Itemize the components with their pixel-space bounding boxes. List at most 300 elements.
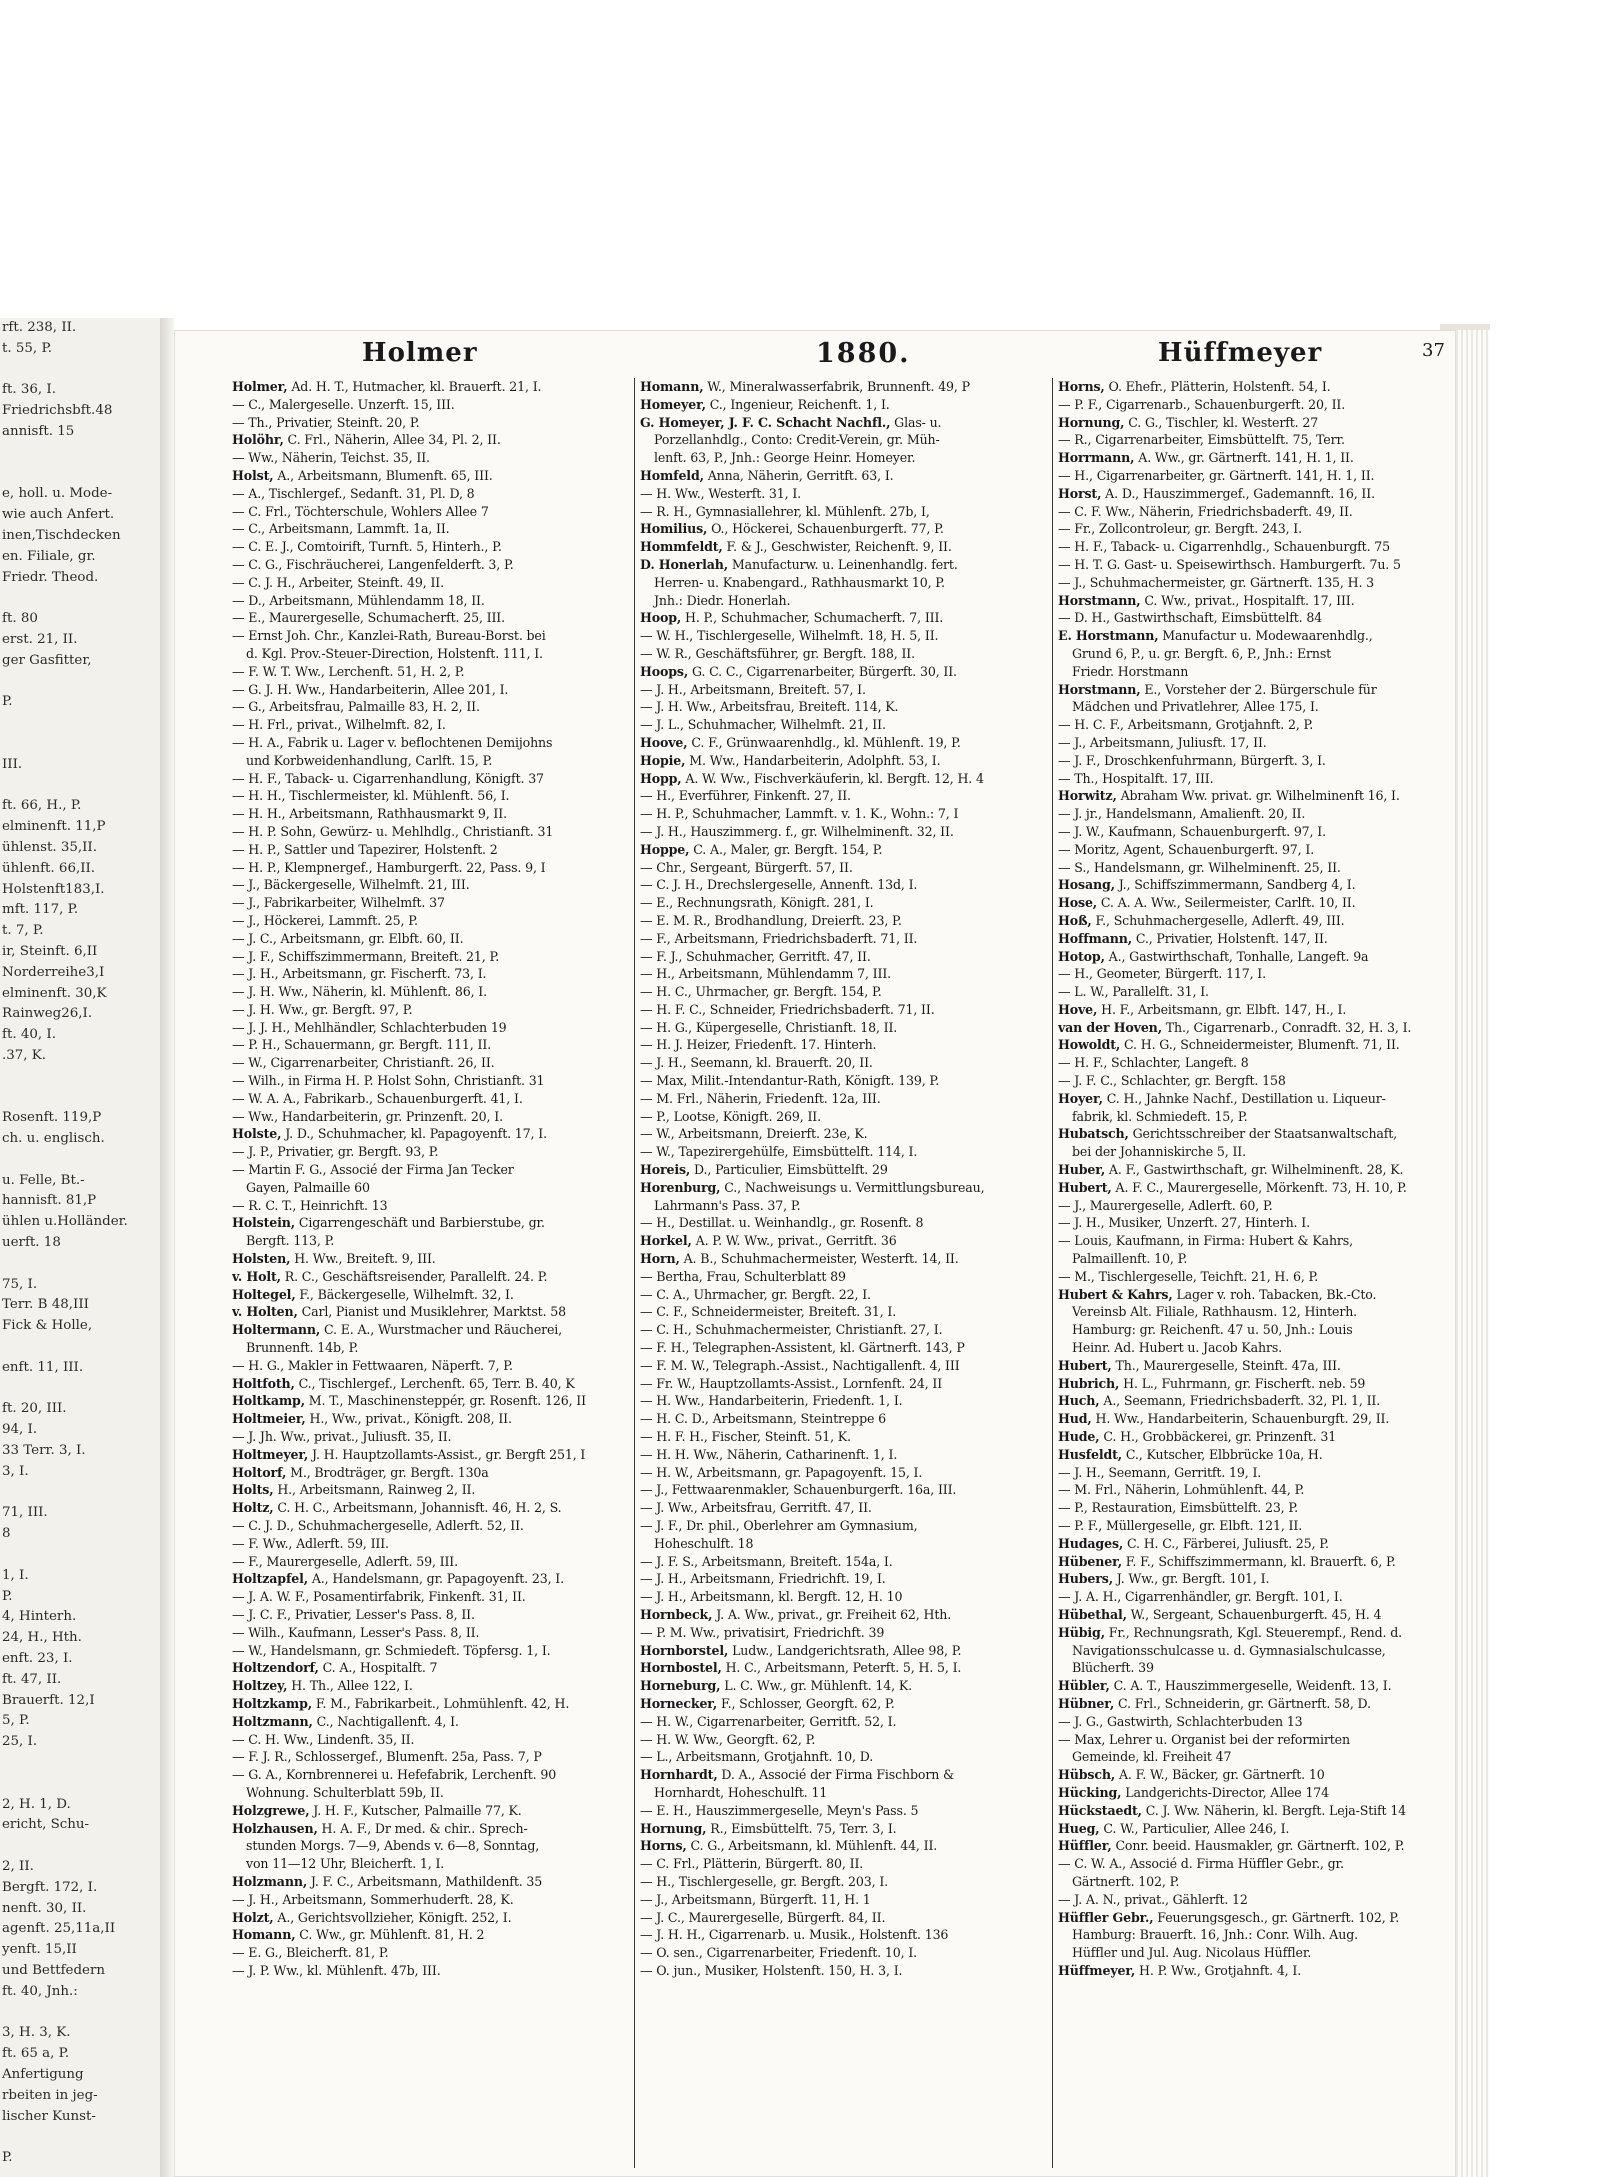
- left-page-line: 2, II.: [2, 1858, 34, 1874]
- directory-entry: [640, 948, 1046, 966]
- left-page-line: 2, H. 1, D.: [2, 1796, 71, 1812]
- entry-details: A., Arbeitsmann, Blumenft. 65, III.: [273, 467, 493, 483]
- left-page-line: ft. 40, Jnh.:: [2, 1983, 78, 1999]
- entry-details: — J. H., Arbeitsmann, Friedrichft. 19, I.: [640, 1571, 886, 1587]
- directory-entry: [232, 841, 628, 859]
- directory-entry: [1058, 1339, 1456, 1357]
- entry-details: H., Ww., privat., Königft. 208, II.: [305, 1411, 512, 1427]
- entry-details: C. E. A., Wurstmacher und Räucherei,: [320, 1322, 563, 1338]
- directory-entry: [640, 1357, 1046, 1375]
- entry-details: R., Eimsbüttelft. 75, Terr. 3, I.: [706, 1820, 897, 1836]
- entry-surname: Hubert,: [1058, 1357, 1112, 1373]
- entry-details: — F. H., Telegraphen-Assistent, kl. Gärtnerft. 143, P: [640, 1340, 965, 1356]
- entry-details: L. C. Ww., gr. Mühlenft. 14, K.: [720, 1678, 912, 1694]
- left-page-line: t. 7, P.: [2, 923, 44, 939]
- entry-details: C. Ww., privat., Hospitalft. 17, III.: [1140, 592, 1355, 608]
- entry-details: A. F. C., Maurergeselle, Mörkenft. 73, H. 10, P.: [1111, 1179, 1407, 1195]
- directory-entry: [640, 1802, 1046, 1820]
- entry-details: Vereinsb Alt. Filiale, Rathhausm. 12, Hinterh.: [1072, 1304, 1358, 1320]
- entry-surname: Holst,: [232, 467, 274, 483]
- entry-details: O., Höckerei, Schauenburgerft. 77, P.: [707, 521, 944, 537]
- entry-details: C. A., Maler, gr. Bergft. 154, P.: [689, 841, 883, 857]
- entry-details: — J. F., Schiffszimmermann, Breiteft. 21, P.: [232, 948, 500, 964]
- directory-entry: [640, 1642, 1046, 1660]
- entry-details: — E. H., Hauszimmergeselle, Meyn's Pass. 5: [640, 1802, 919, 1818]
- entry-surname: Horns,: [1058, 379, 1105, 394]
- directory-entry: [640, 1108, 1046, 1126]
- left-page-line: 71, III.: [2, 1505, 48, 1521]
- entry-details: A. F. W., Bäcker, gr. Gärtnerft. 10: [1115, 1767, 1325, 1783]
- entry-details: — H. P., Sattler und Tapezirer, Holstenft. 2: [232, 841, 498, 857]
- entry-surname: Hübner,: [1058, 1695, 1115, 1711]
- directory-entry: [640, 1855, 1046, 1873]
- directory-entry: [1058, 1036, 1456, 1054]
- directory-entry: [1058, 520, 1456, 538]
- directory-entry: [1058, 1802, 1456, 1820]
- entry-surname: Hüffler Gebr.,: [1058, 1909, 1154, 1925]
- entry-details: C. H. C., Arbeitsmann, Johannisft. 46, H. 2, S.: [273, 1500, 562, 1516]
- directory-entry: [232, 1125, 628, 1143]
- entry-surname: Holste,: [232, 1126, 282, 1142]
- entry-details: A. P. W. Ww., privat., Gerritft. 36: [691, 1233, 897, 1249]
- left-page-line: Fick & Holle,: [2, 1318, 93, 1334]
- entry-details: d. Kgl. Prov.-Steuer-Direction, Holstenft. 111, I.: [246, 645, 543, 661]
- entry-details: M., Brodträger, gr. Bergft. 130a: [286, 1464, 489, 1480]
- entry-details: Anna, Näherin, Gerritft. 63, I.: [703, 467, 894, 483]
- left-page-line: 3, I.: [2, 1463, 29, 1479]
- directory-entry: [640, 609, 1046, 627]
- directory-entry: [640, 503, 1046, 521]
- entry-details: von 11—12 Uhr, Bleicherft. 1, I.: [246, 1856, 445, 1872]
- directory-entry: [1058, 823, 1456, 841]
- entry-details: A., Handelsmann, gr. Papagoyenft. 23, I.: [307, 1571, 564, 1587]
- entry-surname: Horneburg,: [640, 1678, 721, 1694]
- entry-details: — J. G., Gastwirth, Schlachterbuden 13: [1058, 1713, 1303, 1729]
- directory-entry: [232, 627, 628, 645]
- entry-surname: Hübig,: [1058, 1624, 1105, 1640]
- entry-surname: Hückstaedt,: [1058, 1802, 1142, 1818]
- entry-details: — P. M. Ww., privatisirt, Friedrichft. 39: [640, 1624, 885, 1640]
- directory-entry: [640, 876, 1046, 894]
- directory-entry: [1058, 787, 1456, 805]
- entry-details: — A., Tischlergef., Sedanft. 31, Pl. D, 8: [232, 485, 475, 501]
- entry-surname: Homfeld,: [640, 467, 704, 483]
- entry-details: — J. H., Seemann, Gerritft. 19, I.: [1058, 1464, 1262, 1480]
- entry-details: — R., Cigarrenarbeiter, Eimsbüttelft. 75, Terr.: [1058, 432, 1345, 448]
- directory-entry: [232, 431, 628, 449]
- entry-details: — Fr. W., Hauptzollamts-Assist., Lornfenft. 24, II: [640, 1375, 943, 1391]
- directory-entry: [232, 609, 628, 627]
- directory-entry: [232, 1820, 628, 1838]
- directory-entry: [1058, 645, 1456, 663]
- directory-entry: [640, 1428, 1046, 1446]
- directory-entry: [232, 983, 628, 1001]
- directory-entry: [1058, 1713, 1456, 1731]
- entry-details: — J. Jh. Ww., privat., Juliusft. 35, II.: [232, 1429, 452, 1445]
- directory-entry: [232, 1161, 628, 1179]
- entry-details: — C. J. H., Drechslergeselle, Annenft. 13d, I.: [640, 877, 918, 893]
- entry-details: — M. Frl., Näherin, Lohmühlenft. 44, P.: [1058, 1482, 1305, 1498]
- directory-entry: [232, 1428, 628, 1446]
- entry-surname: Hübsch,: [1058, 1767, 1116, 1783]
- entry-details: E., Vorsteher der 2. Bürgerschule für: [1140, 681, 1377, 697]
- directory-entry: [232, 520, 628, 538]
- directory-entry: [232, 1873, 628, 1891]
- directory-entry: [640, 663, 1046, 681]
- left-page-line: ger Gasfitter,: [2, 652, 92, 668]
- entry-details: C. H., Jahnke Nachf., Destillation u. Liqueur-: [1102, 1090, 1386, 1106]
- entry-details: — J. H. Ww., gr. Bergft. 97, P.: [232, 1001, 413, 1017]
- entry-details: — J. J. H., Mehlhändler, Schlachterbuden 19: [232, 1019, 507, 1035]
- entry-details: — Ernst Joh. Chr., Kanzlei-Rath, Bureau-Borst. bei: [232, 628, 546, 644]
- entry-details: — H. W. Ww., Georgft. 62, P.: [640, 1731, 816, 1747]
- entry-details: — F. W. T. Ww., Lerchenft. 51, H. 2, P.: [232, 663, 465, 679]
- directory-entry: [640, 1321, 1046, 1339]
- left-page-line: 94, I.: [2, 1422, 38, 1438]
- entry-surname: Hubert,: [1058, 1179, 1112, 1195]
- directory-entry: [1058, 1606, 1456, 1624]
- entry-details: Glas- u.: [890, 414, 942, 430]
- directory-entry: [640, 1588, 1046, 1606]
- entry-details: C., Privatier, Holstenft. 147, II.: [1131, 930, 1328, 946]
- directory-entry: [640, 1695, 1046, 1713]
- left-page-line: erst. 21, II.: [2, 631, 78, 647]
- entry-details: A., Seemann, Friedrichsbaderft. 32, Pl. 1, II.: [1099, 1393, 1381, 1409]
- entry-details: — F. M. W., Telegraph.-Assist., Nachtigallenft. 4, III: [640, 1357, 960, 1373]
- entry-surname: Hoops,: [640, 663, 689, 679]
- entry-surname: Hornbeck,: [640, 1606, 713, 1622]
- directory-entry: [1058, 1375, 1456, 1393]
- directory-entry: [232, 1464, 628, 1482]
- entry-details: — J. C., Arbeitsmann, gr. Elbft. 60, II.: [232, 930, 464, 946]
- entry-details: J., Schiffszimmermann, Sandberg 4, I.: [1114, 877, 1356, 893]
- directory-entry: [1058, 1179, 1456, 1197]
- left-page-line: Rainweg26,I.: [2, 1006, 93, 1022]
- directory-entry: [232, 1553, 628, 1571]
- directory-entry: [640, 734, 1046, 752]
- directory-entry: [232, 1642, 628, 1660]
- entry-details: D. A., Associé der Firma Fischborn &: [717, 1767, 955, 1783]
- entry-details: — D. H., Gastwirthschaft, Eimsbüttelft. 84: [1058, 610, 1323, 626]
- entry-details: J. Ww., gr. Bergft. 101, I.: [1112, 1571, 1270, 1587]
- directory-entry: [1058, 1677, 1456, 1695]
- left-page-line: Holstenft183,I.: [2, 881, 105, 897]
- entry-surname: Holtkamp,: [232, 1393, 305, 1409]
- entry-surname: Hubrich,: [1058, 1375, 1120, 1391]
- directory-entry: [1058, 1748, 1456, 1766]
- directory-entry: [232, 823, 628, 841]
- directory-entry: [232, 503, 628, 521]
- directory-entry: [232, 1232, 628, 1250]
- left-page-line: [2, 360, 160, 381]
- directory-entry: [1058, 1410, 1456, 1428]
- directory-entry: [232, 1713, 628, 1731]
- entry-details: — H. H., Arbeitsmann, Rathhausmarkt 9, II.: [232, 806, 507, 822]
- directory-entry: [232, 681, 628, 699]
- directory-entry: [1058, 930, 1456, 948]
- left-page-line: III.: [2, 756, 23, 772]
- directory-entry: [1058, 1268, 1456, 1286]
- directory-entry: [1058, 485, 1456, 503]
- entry-details: F. F., Schiffszimmermann, kl. Brauerft. 6, P.: [1121, 1553, 1396, 1569]
- entry-details: H. Ww., Breiteft. 9, III.: [290, 1251, 436, 1267]
- directory-entry: [232, 716, 628, 734]
- entry-details: A. B., Schuhmachermeister, Westerft. 14, II.: [679, 1251, 959, 1267]
- directory-entry: [232, 1019, 628, 1037]
- entry-details: — H. W., Arbeitsmann, gr. Papagoyenft. 15, I.: [640, 1464, 923, 1480]
- entry-details: — J. W., Kaufmann, Schauenburgerft. 97, I.: [1058, 823, 1326, 839]
- left-page-line: 1, I.: [2, 1567, 29, 1583]
- directory-entry: [1058, 1392, 1456, 1410]
- left-page-line: [2, 1753, 160, 1774]
- directory-entry: [232, 770, 628, 788]
- entry-details: C. Ww., gr. Mühlenft. 81, H. 2: [295, 1927, 485, 1943]
- directory-entry: [232, 1731, 628, 1749]
- entry-details: — O. sen., Cigarrenarbeiter, Friedenft. 10, I.: [640, 1945, 917, 1961]
- directory-entry: [640, 1232, 1046, 1250]
- entry-details: — J. A. N., privat., Gählerft. 12: [1058, 1891, 1248, 1907]
- entry-details: A. W. Ww., Fischverkäuferin, kl. Bergft. 12, H. 4: [681, 770, 984, 786]
- directory-entry: [640, 1606, 1046, 1624]
- left-page-line: P.: [2, 2150, 13, 2166]
- directory-entry: [640, 983, 1046, 1001]
- left-page-line: [2, 588, 160, 609]
- directory-entry: [640, 1161, 1046, 1179]
- entry-details: H. P. Ww., Grotjahnft. 4, I.: [1135, 1962, 1302, 1978]
- directory-column-1: [232, 378, 628, 2177]
- entry-details: — W. R., Geschäftsführer, gr. Bergft. 188, II.: [640, 645, 915, 661]
- entry-surname: Horkel,: [640, 1233, 692, 1249]
- directory-entry: [640, 1766, 1046, 1784]
- entry-details: C., Tischlergef., Lerchenft. 65, Terr. B. 40, K: [294, 1375, 575, 1391]
- entry-surname: Hornecker,: [640, 1695, 718, 1711]
- directory-entry: [1058, 1161, 1456, 1179]
- entry-details: — J., Schuhmachermeister, gr. Gärtnerft. 135, H. 3: [1058, 574, 1375, 590]
- left-page-line: t. 55, P.: [2, 340, 52, 356]
- entry-details: — H. Frl., privat., Wilhelmft. 82, I.: [232, 717, 446, 733]
- entry-details: — J., Arbeitsmann, Juliusft. 17, II.: [1058, 734, 1267, 750]
- directory-entry: [1058, 1837, 1456, 1855]
- left-page-line: 5, P.: [2, 1713, 30, 1729]
- directory-entry: [232, 734, 628, 752]
- entry-details: Hamburg: Brauerft. 16, Jnh.: Conr. Wilh. Aug.: [1072, 1927, 1358, 1943]
- directory-column-2: [640, 378, 1046, 2177]
- directory-entry: [640, 1748, 1046, 1766]
- entry-details: Hüffler und Jul. Aug. Nicolaus Hüffler.: [1072, 1945, 1312, 1961]
- directory-entry: [1058, 1357, 1456, 1375]
- directory-entry: [1058, 1090, 1456, 1108]
- entry-details: — H., Tischlergeselle, gr. Bergft. 203, I.: [640, 1873, 889, 1889]
- directory-entry: [232, 1570, 628, 1588]
- directory-entry: [1058, 414, 1456, 432]
- directory-entry: [232, 1535, 628, 1553]
- entry-details: Hamburg: gr. Reichenft. 47 u. 50, Jnh.: Louis: [1072, 1322, 1353, 1338]
- entry-details: J. H. F., Kutscher, Palmaille 77, K.: [309, 1802, 522, 1818]
- left-page-line: e, holl. u. Mode-: [2, 486, 113, 502]
- entry-surname: Holtzmann,: [232, 1713, 313, 1729]
- entry-details: — C. W. A., Associé d. Firma Hüffler Gebr., gr.: [1058, 1856, 1344, 1872]
- directory-entry: [232, 467, 628, 485]
- left-page-line: [2, 464, 160, 485]
- directory-entry: [1058, 1784, 1456, 1802]
- entry-details: — J. A. H., Cigarrenhändler, gr. Bergft. 101, I.: [1058, 1589, 1343, 1605]
- left-page-line: [2, 1087, 160, 1108]
- directory-entry: [640, 1517, 1046, 1535]
- entry-details: — C. H., Schuhmachermeister, Christianft. 27, I.: [640, 1322, 943, 1338]
- entry-details: C., Kutscher, Elbbrücke 10a, H.: [1122, 1446, 1323, 1462]
- directory-entry: [640, 378, 1046, 396]
- directory-entry: [1058, 948, 1456, 966]
- left-page-line: annisft. 15: [2, 423, 75, 439]
- entry-details: — C. F., Schneidermeister, Breiteft. 31, I.: [640, 1304, 897, 1320]
- entry-details: — E. M. R., Brodhandlung, Dreierft. 23, P.: [640, 912, 902, 928]
- entry-details: — H. Ww., Westerft. 31, I.: [640, 485, 802, 501]
- entry-details: — Louis, Kaufmann, in Firma: Hubert & Kahrs,: [1058, 1233, 1353, 1249]
- directory-entry: [1058, 1446, 1456, 1464]
- directory-entry: [640, 414, 1046, 432]
- left-page-line: ft. 47, II.: [2, 1671, 62, 1687]
- entry-surname: Hude,: [1058, 1429, 1100, 1445]
- directory-entry: [232, 787, 628, 805]
- directory-entry: [640, 1784, 1046, 1802]
- entry-surname: Holzgrewe,: [232, 1802, 310, 1818]
- directory-entry: [232, 1517, 628, 1535]
- directory-entry: [232, 378, 628, 396]
- entry-details: Fr., Rechnungsrath, Kgl. Steuerempf., Rend. d.: [1104, 1624, 1403, 1640]
- directory-entry: [640, 1286, 1046, 1304]
- entry-details: C. A., Hospitalft. 7: [318, 1660, 438, 1676]
- entry-surname: Hosang,: [1058, 877, 1115, 893]
- entry-surname: Holtmeyer,: [232, 1446, 309, 1462]
- entry-details: Landgerichts-Director, Allee 174: [1121, 1784, 1330, 1800]
- left-page-line: agenft. 25,11a,II: [2, 1921, 116, 1937]
- left-page-line: Norderreihe3,I: [2, 964, 105, 980]
- entry-details: Ad. H. T., Hutmacher, kl. Brauerft. 21, I.: [287, 379, 542, 394]
- entry-details: H. Ww., Handarbeiterin, Schauenburgft. 29, II.: [1091, 1411, 1390, 1427]
- entry-details: C., Ingenieur, Reichenft. 1, I.: [705, 396, 890, 412]
- entry-details: Gemeinde, kl. Freiheit 47: [1072, 1749, 1232, 1765]
- entry-details: — H. Ww., Handarbeiterin, Friedenft. 1, I.: [640, 1393, 903, 1409]
- directory-entry: [640, 1410, 1046, 1428]
- entry-surname: Homann,: [640, 379, 704, 394]
- header-year: 1880.: [816, 338, 911, 369]
- directory-entry: [232, 1357, 628, 1375]
- entry-surname: Horstmann,: [1058, 681, 1141, 697]
- directory-entry: [1058, 1535, 1456, 1553]
- directory-entry: [640, 1125, 1046, 1143]
- entry-details: C. F., Grünwaarenhdlg., kl. Mühlenft. 19, P.: [687, 734, 961, 750]
- entry-details: H. Th., Allee 122, I.: [287, 1678, 413, 1694]
- directory-entry: [640, 1036, 1046, 1054]
- directory-entry: [232, 645, 628, 663]
- directory-entry: [1058, 1855, 1456, 1873]
- left-page-line: 33 Terr. 3, I.: [2, 1443, 86, 1459]
- entry-surname: Huch,: [1058, 1393, 1100, 1409]
- entry-surname: Horwitz,: [1058, 788, 1117, 804]
- entry-details: — J., Fabrikarbeiter, Wilhelmft. 37: [232, 895, 445, 911]
- directory-entry: [1058, 1873, 1456, 1891]
- entry-surname: Howoldt,: [1058, 1037, 1121, 1053]
- directory-entry: [232, 1339, 628, 1357]
- left-page-line: P.: [2, 1588, 13, 1604]
- entry-surname: Homeyer,: [640, 396, 706, 412]
- entry-details: — M. Frl., Näherin, Friedenft. 12a, III.: [640, 1090, 881, 1106]
- directory-entry: [640, 805, 1046, 823]
- entry-details: — C. J. D., Schuhmachergeselle, Adlerft. 52, II.: [232, 1518, 524, 1533]
- entry-surname: Hotop,: [1058, 948, 1105, 964]
- entry-surname: Holtzendorf,: [232, 1660, 319, 1676]
- entry-details: — H. F., Schlachter, Langeft. 8: [1058, 1055, 1249, 1071]
- directory-entry: [232, 1090, 628, 1108]
- entry-details: — Max, Lehrer u. Organist bei der reformirten: [1058, 1731, 1350, 1747]
- book-gutter: [160, 318, 174, 2177]
- entry-surname: Holmer,: [232, 379, 288, 394]
- left-page-line: [2, 776, 160, 797]
- entry-details: A. D., Hauszimmergef., Gademannft. 16, II.: [1101, 485, 1375, 501]
- directory-entry: [232, 1481, 628, 1499]
- directory-entry: [1058, 1321, 1456, 1339]
- entry-surname: Holtegel,: [232, 1286, 296, 1302]
- entry-surname: Hübethal,: [1058, 1606, 1127, 1622]
- entry-surname: Hueg,: [1058, 1820, 1100, 1836]
- directory-entry: [1058, 1232, 1456, 1250]
- left-page-line: ir, Steinft. 6,II: [2, 943, 98, 959]
- directory-entry: [1058, 1659, 1456, 1677]
- left-page-line: .37, K.: [2, 1047, 47, 1063]
- entry-surname: Holtmeier,: [232, 1411, 306, 1427]
- entry-details: — O. jun., Musiker, Holstenft. 150, H. 3, I.: [640, 1962, 903, 1978]
- directory-entry: [232, 1214, 628, 1232]
- directory-page: [174, 330, 1456, 2177]
- directory-entry: [1058, 431, 1456, 449]
- left-page-line: 8: [2, 1526, 11, 1542]
- entry-surname: Hud,: [1058, 1411, 1092, 1427]
- left-page-line: ft. 40, I.: [2, 1027, 56, 1043]
- entry-surname: E. Horstmann,: [1058, 628, 1159, 644]
- entry-details: — J., Maurergeselle, Adlerft. 60, P.: [1058, 1197, 1273, 1213]
- directory-entry: [1058, 592, 1456, 610]
- entry-surname: D. Honerlah,: [640, 556, 729, 572]
- left-page-line: Brauerft. 12,I: [2, 1692, 95, 1708]
- directory-entry: [1058, 1001, 1456, 1019]
- entry-details: — H., Geometer, Bürgerft. 117, I.: [1058, 966, 1266, 982]
- entry-details: F., Schlosser, Georgft. 62, P.: [717, 1695, 895, 1711]
- entry-details: — W. A. A., Fabrikarb., Schauenburgerft. 41, I.: [232, 1090, 523, 1106]
- directory-entry: [232, 1944, 628, 1962]
- entry-surname: Holtfoth,: [232, 1375, 295, 1391]
- entry-details: Friedr. Horstmann: [1072, 663, 1189, 679]
- directory-entry: [640, 1197, 1046, 1215]
- entry-details: — J. H. H., Cigarrenarb. u. Musik., Holstenft. 136: [640, 1927, 949, 1943]
- entry-details: — H. W., Cigarrenarbeiter, Gerritft. 52, I.: [640, 1713, 897, 1729]
- directory-entry: [1058, 983, 1456, 1001]
- directory-entry: [232, 1677, 628, 1695]
- directory-entry: [1058, 574, 1456, 592]
- left-page-line: nenft. 30, II.: [2, 1900, 87, 1916]
- entry-details: — C. F. Ww., Näherin, Friedrichsbaderft. 49, II.: [1058, 503, 1353, 519]
- entry-details: — Wilh., in Firma H. P. Holst Sohn, Christianft. 31: [232, 1073, 545, 1089]
- directory-entry: [640, 1820, 1046, 1838]
- left-page-line: [2, 734, 160, 755]
- entry-details: — W., Handelsmann, gr. Schmiedeft. Töpfersg. 1, I.: [232, 1642, 551, 1658]
- entry-details: — E., Rechnungsrath, Königft. 281, I.: [640, 895, 874, 911]
- directory-entry: [1058, 716, 1456, 734]
- entry-details: Brunnenft. 14b, P.: [246, 1340, 359, 1356]
- entry-details: — C., Malergeselle. Unzerft. 15, III.: [232, 396, 455, 412]
- directory-entry: [1058, 609, 1456, 627]
- entry-details: Manufactur u. Modewaarenhdlg.,: [1158, 628, 1373, 644]
- entry-details: — J. F., Dr. phil., Oberlehrer am Gymnasium,: [640, 1518, 918, 1533]
